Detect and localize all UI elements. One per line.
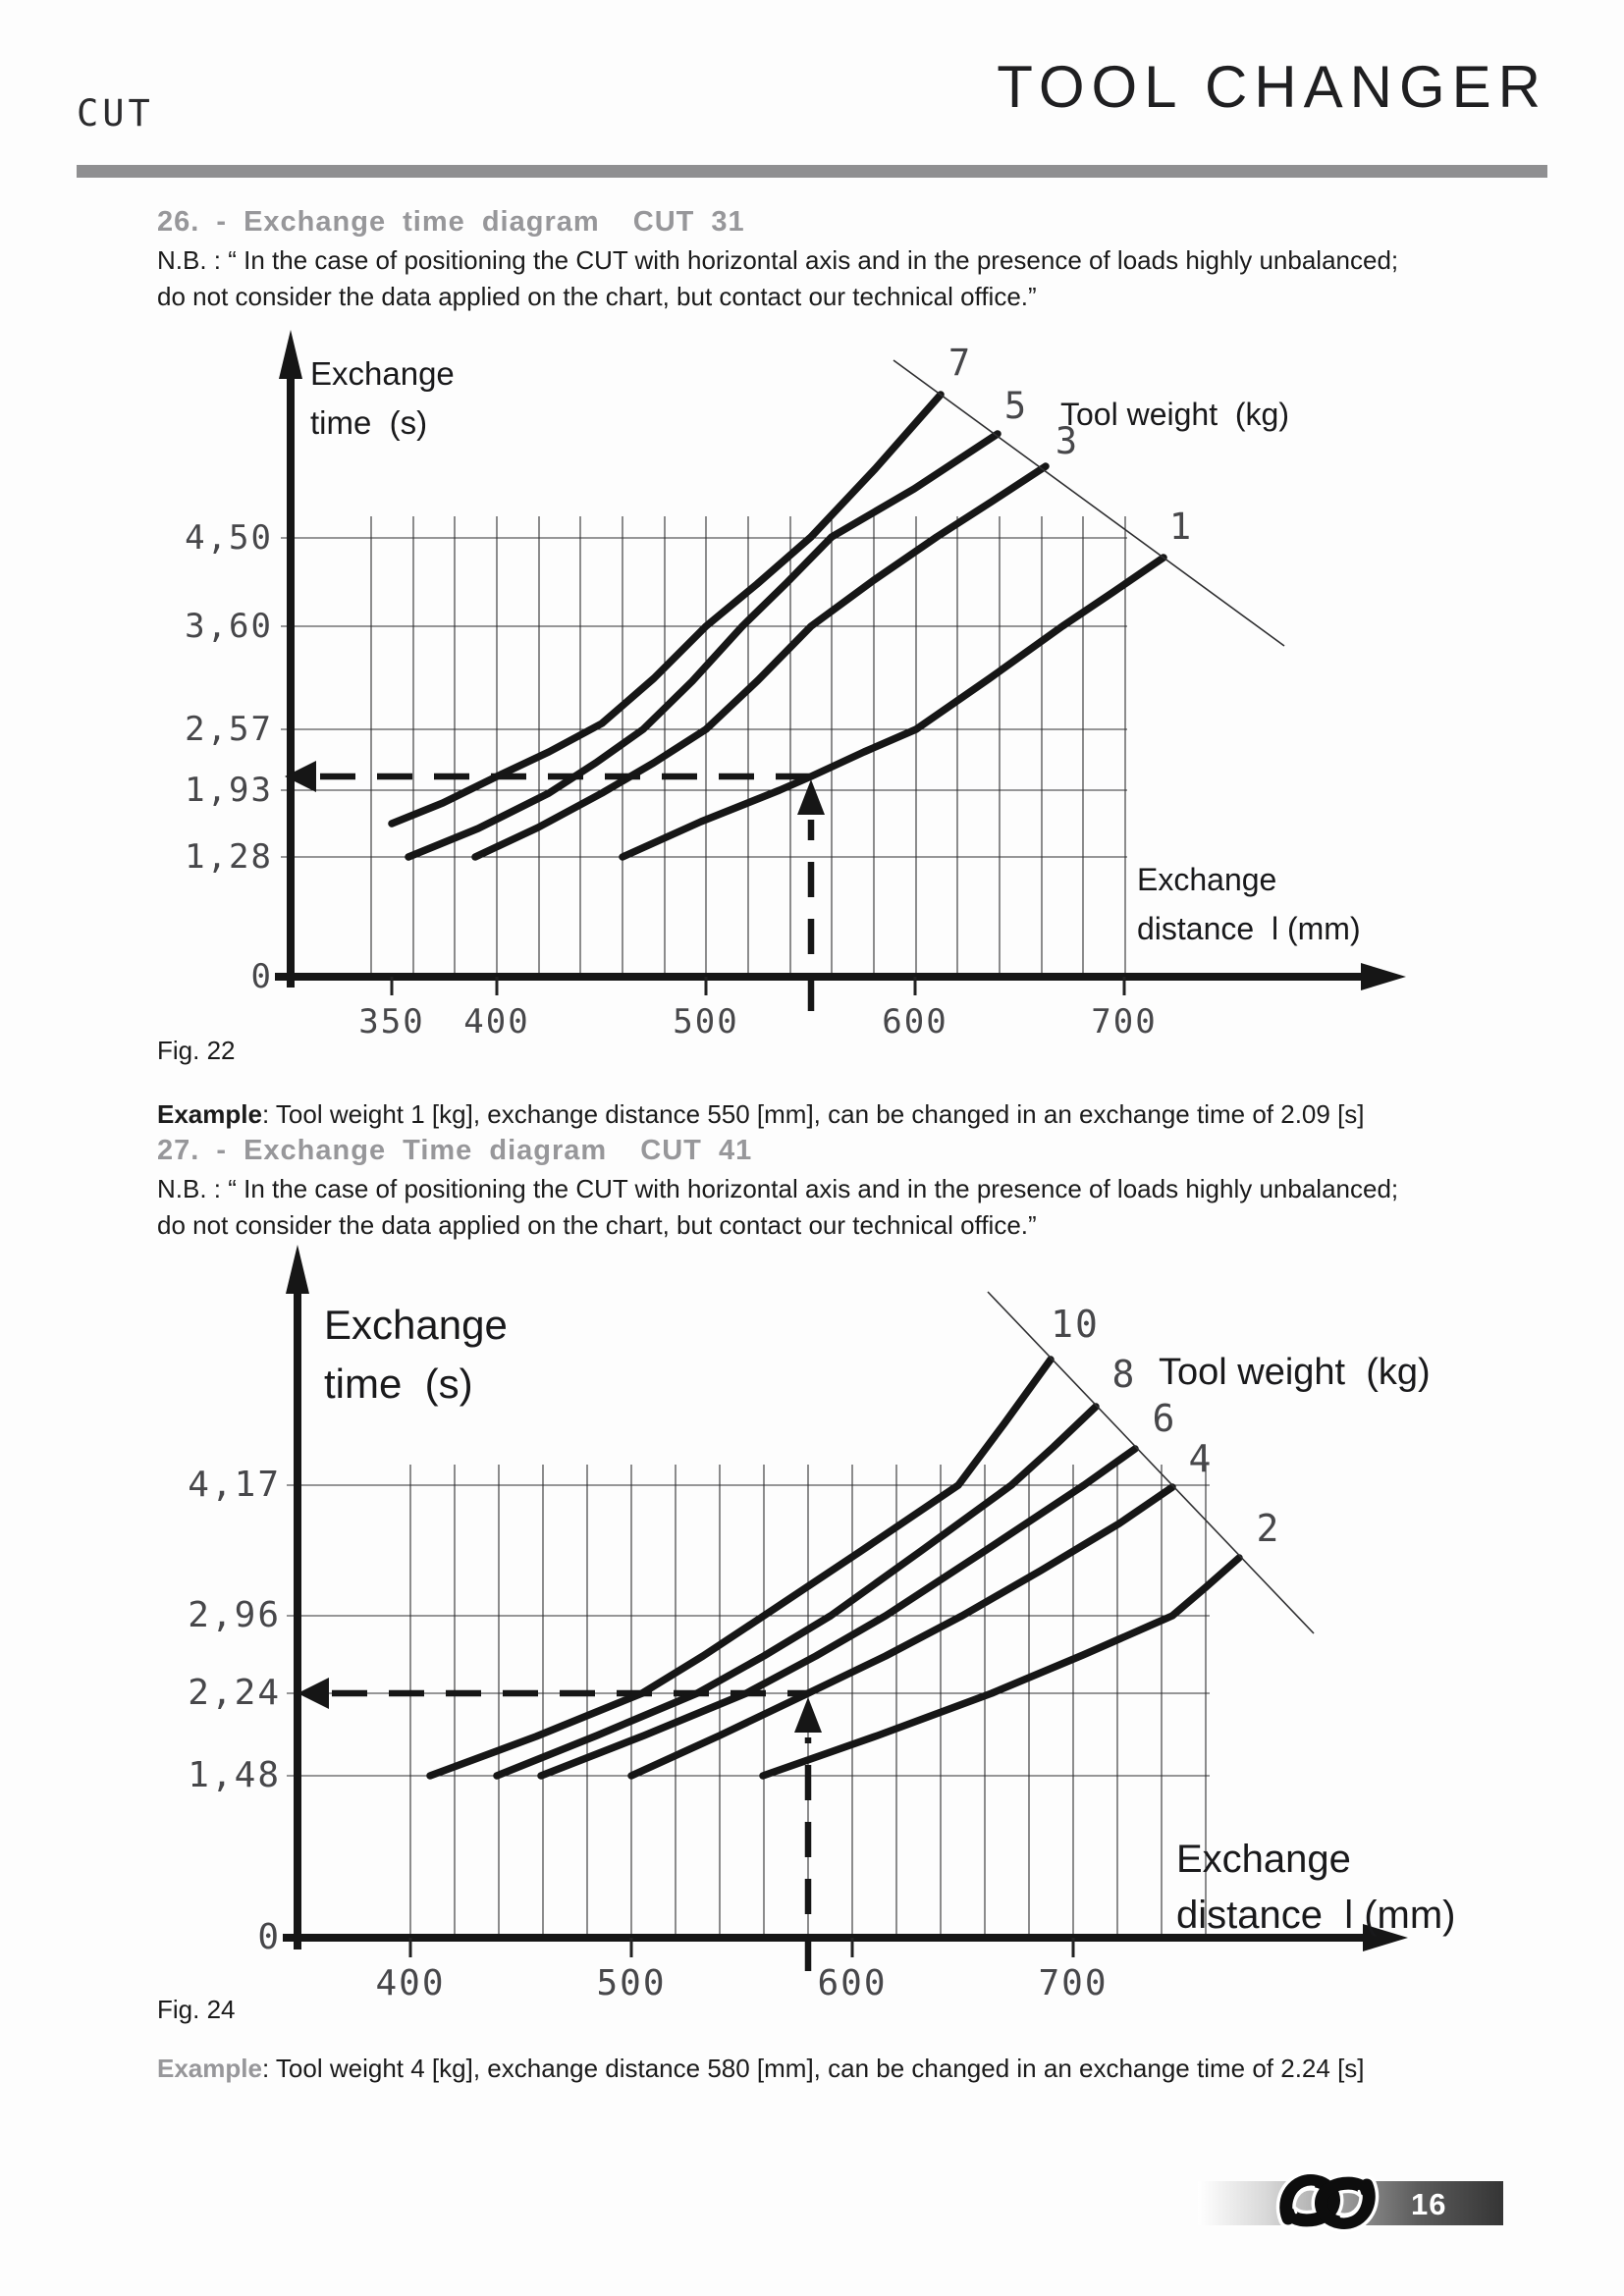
chart1-x-tick-label: 600 — [882, 1002, 948, 1041]
chart1-x-tick-label: 500 — [673, 1002, 739, 1041]
chart1-curve-weight-1 — [623, 558, 1164, 857]
chart2-x-axis-title-line2: distance l (mm) — [1176, 1894, 1456, 1937]
chart1-weight-label-3: 3 — [1055, 420, 1080, 462]
section-27-note-line1: N.B. : “ In the case of positioning the CUT with horizontal axis and in the presence of loads highly unbalanced; — [157, 1174, 1399, 1203]
chart2-x-tick-label: 700 — [1038, 1963, 1109, 2003]
example-2-label: Example — [157, 2054, 262, 2083]
chart2-y-axis-arrow-icon — [286, 1245, 309, 1294]
chart1-weight-label-1: 1 — [1168, 506, 1194, 548]
chart2-y-tick-label: 1,48 — [188, 1755, 281, 1795]
chart2-x-tick-label: 500 — [596, 1963, 667, 2003]
chart1-origin-label: 0 — [250, 957, 273, 996]
chart2-legend-label: Tool weight (kg) — [1159, 1352, 1431, 1393]
chart1-y-tick-label: 4,50 — [185, 518, 273, 558]
section-27-heading: 27. - Exchange Time diagram CUT 41 — [157, 1135, 753, 1166]
chart1-y-tick-label: 1,93 — [185, 771, 273, 810]
brand-logo-icon — [1276, 2163, 1379, 2238]
chart1-legend-label: Tool weight (kg) — [1060, 397, 1289, 432]
page-number: 16 — [1411, 2187, 1447, 2221]
chart1-up-arrow-icon — [797, 779, 825, 815]
chart1-x-tick-label: 700 — [1091, 1002, 1158, 1041]
chart2-weight-label-6: 6 — [1152, 1397, 1177, 1440]
chart1-y-axis-arrow-icon — [279, 330, 302, 379]
chart2-x-tick-label: 400 — [375, 1963, 446, 2003]
chart1-y-tick-label: 2,57 — [185, 710, 273, 749]
chart2-weight-label-2: 2 — [1256, 1507, 1281, 1550]
chart1-weight-label-5: 5 — [1003, 385, 1029, 427]
example-2-body: : Tool weight 4 [kg], exchange distance 580 [mm], can be changed in an exchange time of 2.24 [s] — [261, 2054, 1365, 2083]
chart2-up-arrow-icon — [794, 1697, 822, 1733]
exchange-time-chart-cut41 — [137, 1229, 1492, 2024]
chart2-left-arrow-icon — [298, 1678, 329, 1709]
header-rule — [77, 165, 1547, 178]
section-26-heading: 26. - Exchange time diagram CUT 31 — [157, 206, 745, 238]
section-26-note-line2: do not consider the data applied on the chart, but contact our technical office.” — [157, 282, 1037, 311]
chart2-weight-label-10: 10 — [1051, 1303, 1100, 1346]
chart2-x-axis-title-line1: Exchange — [1176, 1838, 1351, 1881]
chart1-x-axis-arrow-icon — [1361, 963, 1406, 990]
chart2-grid — [287, 1465, 1210, 1938]
chart1-x-axis-title-line2: distance l (mm) — [1137, 911, 1361, 946]
example-1-text — [157, 1099, 1365, 1130]
chart2-y-axis-title-line2: time (s) — [324, 1361, 473, 1407]
section-26-note-line1: N.B. : “ In the case of positioning the CUT with horizontal axis and in the presence of loads highly unbalanced; — [157, 245, 1399, 275]
example-2-text — [157, 2054, 1365, 2084]
example-1-body: : Tool weight 1 [kg], exchange distance 550 [mm], can be changed in an exchange time of 2.09 [s] — [261, 1099, 1365, 1129]
chart2-x-tick-label: 600 — [817, 1963, 888, 2003]
exchange-time-chart-cut31 — [137, 324, 1492, 1041]
chart1-y-tick-label: 3,60 — [185, 607, 273, 646]
chart1-x-tick-label: 350 — [358, 1002, 425, 1041]
chart2-y-tick-label: 2,96 — [188, 1595, 281, 1635]
chart2-weight-label-4: 4 — [1188, 1437, 1214, 1480]
figure-24-caption: Fig. 24 — [157, 1995, 236, 2024]
chart1-y-axis-title-line2: time (s) — [310, 404, 428, 441]
chart1-x-tick-label: 400 — [463, 1002, 530, 1041]
chart1-y-tick-label: 1,28 — [185, 837, 273, 877]
chart2-curve-weight-4 — [631, 1487, 1172, 1776]
chart2-origin-label: 0 — [257, 1917, 281, 1957]
section-27-note-line2: do not consider the data applied on the chart, but contact our technical office.” — [157, 1210, 1037, 1240]
chart1-grid — [281, 516, 1127, 977]
figure-22-caption: Fig. 22 — [157, 1036, 236, 1065]
example-1-label: Example — [157, 1099, 262, 1129]
chart1-curve-weight-7 — [392, 395, 941, 824]
brand-label: CUT — [77, 92, 154, 134]
page-title: TOOL CHANGER — [997, 54, 1547, 120]
chart2-y-axis-title-line1: Exchange — [324, 1302, 508, 1348]
chart1-x-axis-title-line1: Exchange — [1137, 862, 1277, 897]
chart1-weight-label-7: 7 — [947, 342, 973, 384]
chart2-y-tick-label: 2,24 — [188, 1673, 281, 1713]
chart2-weight-label-8: 8 — [1111, 1353, 1137, 1396]
chart2-y-tick-label: 4,17 — [188, 1465, 281, 1505]
chart1-y-axis-title-line1: Exchange — [310, 355, 455, 392]
